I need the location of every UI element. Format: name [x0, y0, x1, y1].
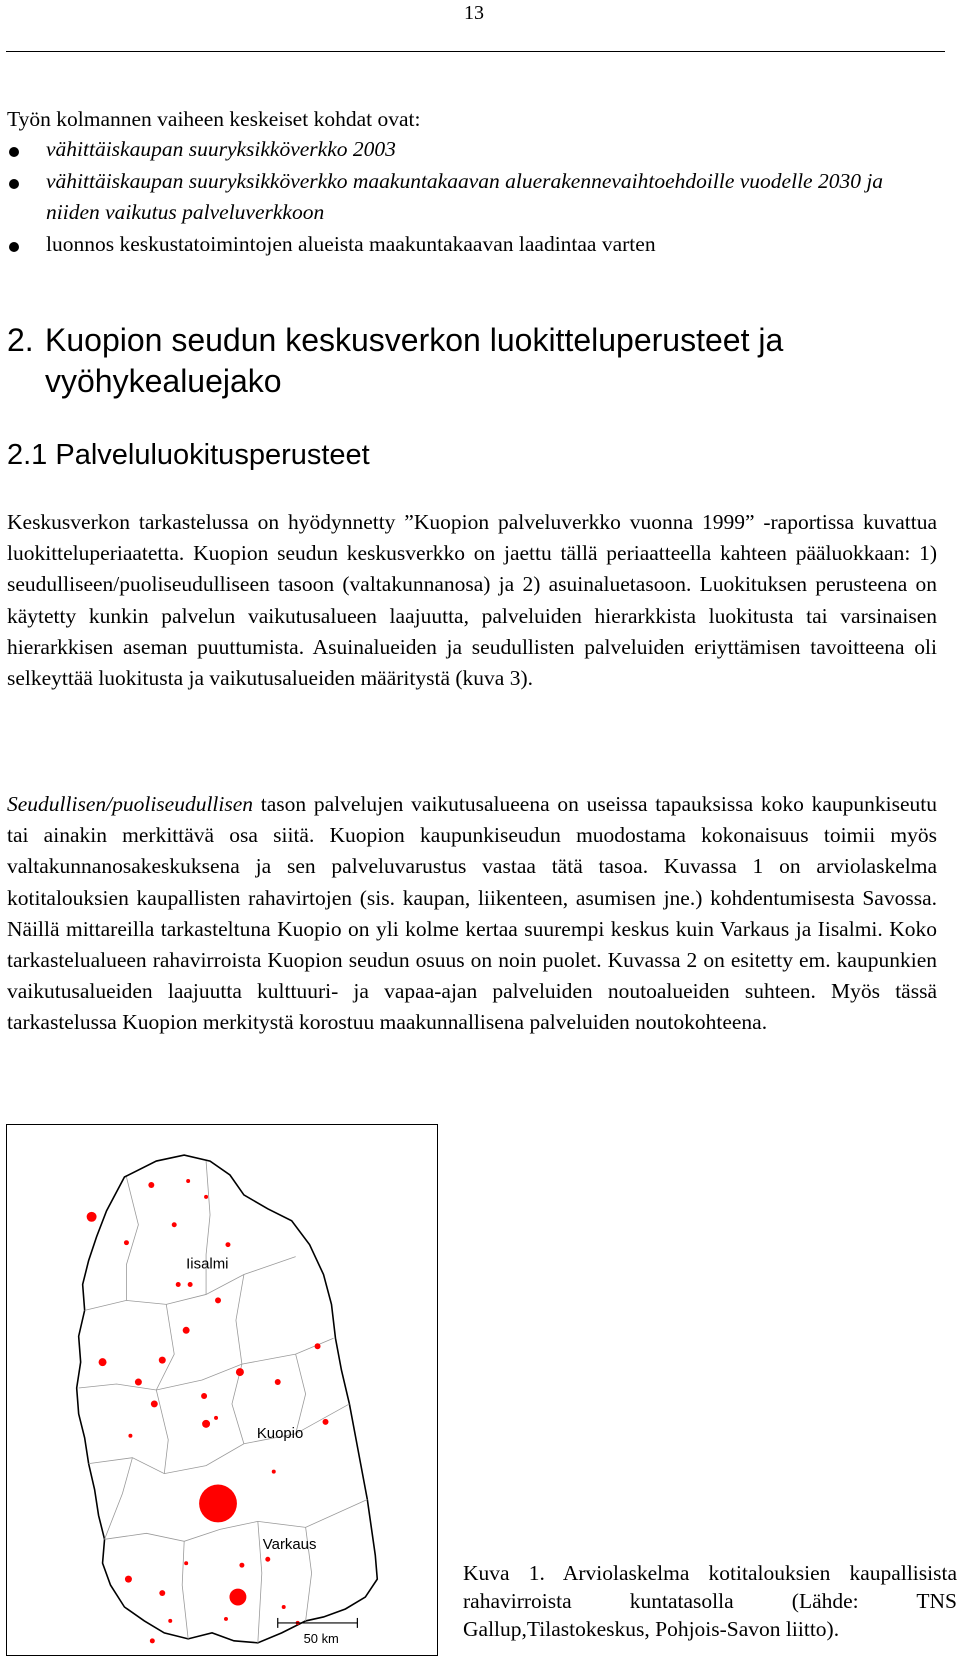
- map-dot: [184, 1561, 188, 1565]
- intro-lead: Työn kolmannen vaiheen keskeiset kohdat ovat:: [7, 107, 421, 131]
- map-dot: [275, 1379, 281, 1385]
- kuopio-dot: [199, 1485, 237, 1523]
- paragraph-regional-text: tason palvelujen vaikutusalueena on useissa tapauksissa koko kaupunkiseutu tai ainakin merkittävä osa siitä. Kuopion kaupunkiseudun muodostama kokonaisuus toimii myös valtakunnanosakeskuksena ja sen palveluvarustus vastaa tätä tasoa. Kuvassa 1 on arviolaskelma kotitalouksien kaupallisten rahavirtojen (sis. kaupan, liikenteen, asumisen jne.) kohdentumisesta Savossa. Näillä mittareilla tarkasteltuna Kuopio on yli kolme kertaa suurempi keskus kuin Varkaus ja Iisalmi. Koko tarkastelualueen rahavirroista Kuopion seudun osuus on noin puolet. Kuvassa 2 on esitetty em. kaupunkien vaikutusalueiden laajuutta kulttuuri- ja vapaa-ajan palveluiden noutoalueiden suhteen. Myös tässä tarkastelussa Kuopion merkitystä korostuu maakunnallisena palveluiden noutokohteena.: [7, 792, 937, 1035]
- intro-bullet-list: [7, 134, 937, 260]
- label-iisalmi: Iisalmi: [186, 1255, 229, 1273]
- header-rule: [6, 51, 945, 52]
- subsection-heading: 2.1 Palveluluokitusperusteet: [7, 439, 370, 471]
- bullet-dot-icon: [9, 179, 19, 189]
- map-dot: [159, 1357, 166, 1364]
- bullet-text: luonnos keskustatoimintojen alueista maakuntakaavan laadintaa varten: [46, 231, 656, 256]
- map-dot: [224, 1617, 228, 1621]
- map-dot: [183, 1327, 190, 1334]
- bullet-text: vähittäiskaupan suuryksikköverkko maakuntakaavan aluerakennevaihtoehdoille vuodelle 2030 ja niiden vaikutus palveluverkkoon: [46, 168, 884, 224]
- bullet-text: vähittäiskaupan suuryksikköverkko 2003: [46, 137, 396, 161]
- map-dot: [124, 1240, 129, 1245]
- label-kuopio: Kuopio: [256, 1424, 304, 1442]
- map-svg: [7, 1125, 437, 1655]
- label-varkaus: Varkaus: [262, 1536, 317, 1554]
- map-dot: [204, 1195, 208, 1199]
- map-dot: [159, 1590, 165, 1596]
- section-heading: [7, 320, 927, 402]
- paragraph-regional: [7, 789, 937, 1039]
- map-dot: [315, 1343, 321, 1349]
- map-dot: [151, 1400, 158, 1407]
- map-dot: [135, 1379, 142, 1386]
- map-dot: [214, 1416, 218, 1420]
- varkaus-dot: [229, 1589, 246, 1606]
- map-dot: [99, 1358, 107, 1366]
- map-dot: [201, 1393, 207, 1399]
- map-dot: [225, 1242, 230, 1247]
- region-border: [77, 1155, 378, 1643]
- map-dot: [215, 1297, 221, 1303]
- bullet-item: [7, 229, 937, 261]
- map-dot: [202, 1420, 210, 1428]
- map-dot: [272, 1470, 276, 1474]
- map-dot: [148, 1182, 154, 1188]
- map-dot: [125, 1576, 132, 1583]
- bullet-dot-icon: [9, 147, 19, 157]
- map-dot: [176, 1282, 181, 1287]
- map-dot: [265, 1557, 270, 1562]
- figure-caption: Kuva 1. Arviolaskelma kotitalouksien kaupallisista rahavirroista kuntatasolla (Lähde: TNS Gallup,Tilastokeskus, Pohjois-Savon liitto).: [463, 1561, 957, 1641]
- bullet-item: [7, 166, 937, 229]
- map-dot: [323, 1419, 329, 1425]
- figure-map: [6, 1124, 438, 1656]
- map-dot: [239, 1563, 244, 1568]
- section-title-line1: Kuopion seudun keskusverkon luokitteluperusteet ja: [45, 322, 784, 358]
- bullet-dot-icon: [9, 242, 19, 252]
- map-dot: [282, 1605, 286, 1609]
- scale-label: 50 km: [303, 1630, 339, 1646]
- map-dot: [168, 1619, 172, 1623]
- section-title-line2: vyöhykealuejako: [45, 363, 282, 399]
- map-dot: [87, 1212, 97, 1222]
- map-dot: [188, 1282, 193, 1287]
- section-number: 2.: [7, 322, 34, 358]
- map-dot: [128, 1434, 132, 1438]
- paragraph-classification: Keskusverkon tarkastelussa on hyödynnetty ”Kuopion palveluverkko vuonna 1999” -raportissa kuvattua luokitteluperiaatetta. Kuopion seudun keskusverkko on jaettu tällä periaatteella kahteen pääluokkaan: 1) seudulliseen/puoliseudulliseen tasoon (valtakunnanosa) ja 2) asuinaluetasoon. Luokituksen perusteena on käytetty kunkin palvelun vaikutusalueen laajuutta, palveluiden hierarkkista luokitusta tai varsinaisen hierarkkisen aseman puuttumista. Asuinalueiden ja seudullisten palveluiden eriyttämisen tavoitteena oli selkeyttää luokitusta ja vaikutusalueiden määritystä (kuva 3).: [7, 510, 937, 691]
- map-dot: [236, 1368, 244, 1376]
- map-dot: [186, 1179, 190, 1183]
- map-dot: [172, 1222, 177, 1227]
- bullet-item: [7, 134, 937, 166]
- paragraph-italic-term: Seudullisen/puoliseudullisen: [7, 792, 254, 816]
- map-dot: [150, 1638, 155, 1643]
- page-number: 13: [464, 2, 484, 24]
